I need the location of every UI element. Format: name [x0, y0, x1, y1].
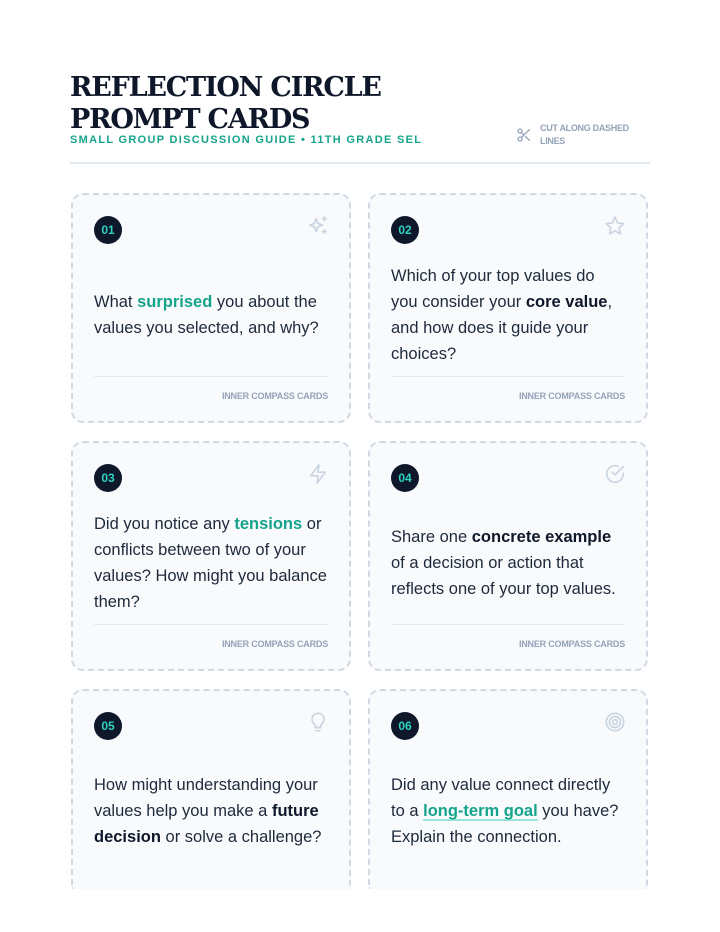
question-emphasis: long-term goal	[423, 802, 538, 820]
page-subtitle: SMALL GROUP DISCUSSION GUIDE • 11TH GRADE SEL	[70, 134, 423, 146]
card-question	[94, 289, 328, 341]
prompt-card-02	[368, 193, 648, 423]
card-footer: INNER COMPASS CARDS	[94, 376, 328, 401]
question-text: , and how does it guide your choices?	[391, 293, 613, 363]
cut-label: CUT ALONG DASHED LINES	[540, 123, 629, 146]
card-number-badge: 02	[391, 216, 419, 244]
card-question	[391, 772, 625, 850]
question-emphasis: surprised	[137, 293, 213, 311]
question-text: you about the values you selected, and why?	[94, 293, 319, 337]
scissors-icon	[516, 127, 532, 143]
prompt-card-03	[71, 441, 351, 671]
sparkles-icon	[307, 215, 329, 237]
page-title: REFLECTION CIRCLE PROMPT CARDS	[70, 72, 381, 135]
question-text: or solve a challenge?	[160, 828, 322, 846]
prompt-card-01	[71, 193, 351, 423]
star-icon	[604, 215, 626, 237]
card-number-badge: 03	[94, 464, 122, 492]
prompt-card-04	[368, 441, 648, 671]
question-text: Share one	[391, 528, 472, 546]
header-divider	[70, 162, 650, 164]
question-emphasis: future decision	[94, 802, 319, 846]
question-text: What	[94, 293, 138, 311]
cut-instruction	[516, 122, 632, 148]
question-text: of a decision or action that reflects one of your top values.	[391, 554, 616, 598]
page-header	[70, 72, 650, 164]
question-text: Did you notice any	[94, 515, 235, 533]
card-footer: INNER COMPASS CARDS	[94, 624, 328, 649]
lightning-icon	[307, 463, 329, 485]
card-question	[391, 263, 625, 367]
question-emphasis: tensions	[234, 515, 303, 533]
question-text: How might understanding your values help you make a	[94, 776, 318, 820]
card-question	[391, 524, 625, 602]
card-question	[94, 511, 328, 615]
card-footer: INNER COMPASS CARDS	[391, 376, 625, 401]
card-number-badge: 06	[391, 712, 419, 740]
prompt-card-06	[368, 689, 648, 889]
card-number-badge: 01	[94, 216, 122, 244]
question-text: Did any value connect directly to a	[391, 776, 611, 820]
target-icon	[604, 711, 626, 733]
card-number-badge: 04	[391, 464, 419, 492]
check-circle-icon	[604, 463, 626, 485]
card-question	[94, 772, 328, 850]
question-text: or conflicts between two of your values? How might you balance them?	[94, 515, 327, 611]
card-footer: INNER COMPASS CARDS	[391, 624, 625, 649]
question-emphasis: concrete example	[471, 528, 612, 546]
question-text: you have? Explain the connection.	[391, 802, 619, 846]
lightbulb-icon	[307, 711, 329, 733]
question-text: Which of your top values do you consider your	[391, 267, 595, 311]
card-number-badge: 05	[94, 712, 122, 740]
question-emphasis: core value	[525, 293, 608, 311]
prompt-card-05	[71, 689, 351, 889]
